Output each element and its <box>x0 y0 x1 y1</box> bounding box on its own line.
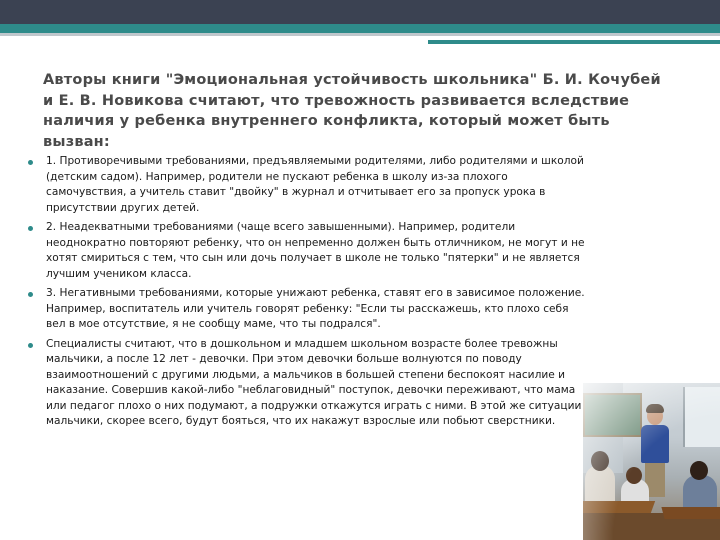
bullet-text: 1. Противоречивыми требованиями, предъявляемыми родителями, либо родителями и школой (детским садом). Например, родители не пускают ребенка в школу из-за плохого самочувствия, а учитель ставит "двойку" в журнал и отчитывает его за пропуск урока в присутствии других детей. <box>46 155 584 214</box>
header-divider <box>0 33 720 36</box>
bullet-dot-icon <box>28 292 33 297</box>
title-accent-line <box>428 40 720 44</box>
bullet-dot-icon <box>28 160 33 165</box>
list-item <box>28 286 588 333</box>
header-bar <box>0 0 720 24</box>
list-item <box>28 154 588 216</box>
header-accent-stripe <box>0 24 720 33</box>
classroom-photo <box>583 383 720 540</box>
bullet-list <box>28 154 588 434</box>
bullet-dot-icon <box>28 226 33 231</box>
bullet-dot-icon <box>28 343 33 348</box>
bullet-text: 2. Неадекватными требованиями (чаще всего завышенными). Например, родители неоднократно повторяют ребенку, что он непременно должен быть отличником, не могут и не хотят смириться с тем, что сын или дочь получает в школе не только "пятерки" и не является лучшим учеником класса. <box>46 221 585 280</box>
list-item <box>28 337 588 430</box>
bullet-text: Специалисты считают, что в дошкольном и младшем школьном возрасте более тревожны мальчики, а после 12 лет - девочки. При этом девочки больше волнуются по поводу взаимоотношений с другими людьми, а мальчиков в большей степени беспокоят насилие и наказание. Совершив какой-либо "неблаговидный" поступок, девочки переживают, что мама или педагог плохо о них подумают, а подружки откажутся играть с ними. В этой же ситуации мальчики, скорее всего, будут бояться, что их накажут взрослые или побьют сверстники. <box>46 337 582 427</box>
slide-title: Авторы книги "Эмоциональная устойчивость школьника" Б. И. Кочубей и Е. В. Новикова считают, что тревожность развивается вследствие наличия у ребенка внутреннего конфликта, который может быть вызван: <box>43 72 661 150</box>
bullet-text: 3. Негативными требованиями, которые унижают ребенка, ставят его в зависимое положение. Например, воспитатель или учитель говорят ребенку: "Если ты расскажешь, кто плохо себя вел в мое отсутствие, я не сообщу маме, что ты подрался". <box>46 287 585 330</box>
list-item <box>28 220 588 282</box>
